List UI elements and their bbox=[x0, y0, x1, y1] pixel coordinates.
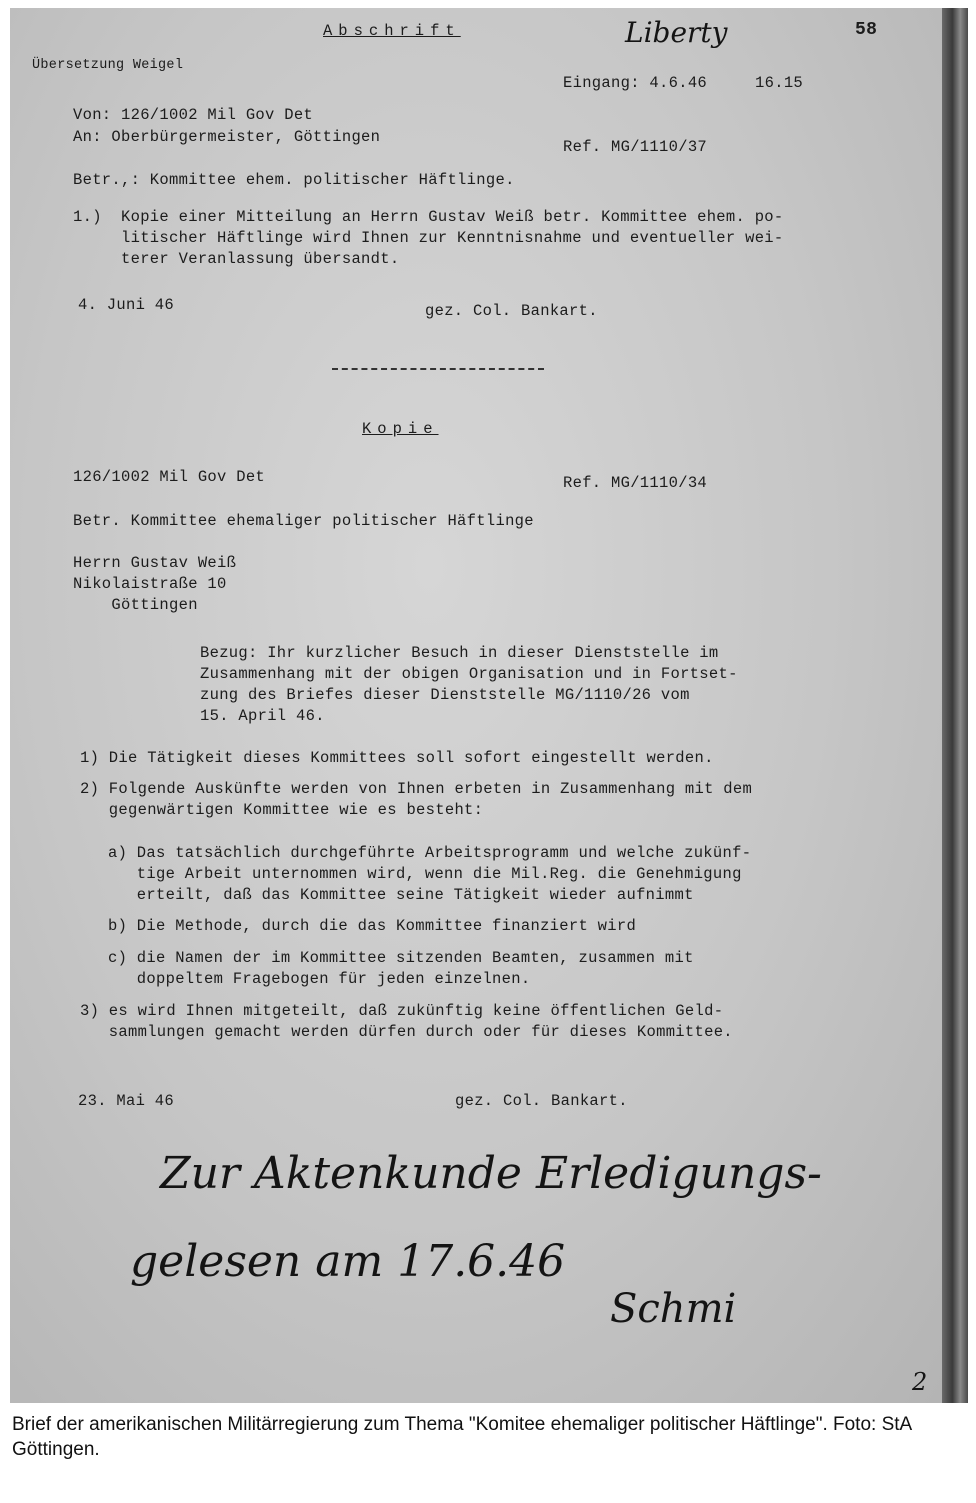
bezug-line: Zusammenhang mit der obigen Organisation und in Fortset- bbox=[200, 665, 738, 683]
document-photo bbox=[10, 8, 968, 1403]
handwritten-note-line: gelesen am 17.6.46 bbox=[130, 1236, 566, 1287]
handwritten-signature: Schmi bbox=[610, 1286, 737, 1332]
point-3-line: sammlungen gemacht werden dürfen durch oder für dieses Kommittee. bbox=[80, 1023, 733, 1041]
received-stamp: Eingang: 4.6.46 16.15 bbox=[563, 74, 804, 92]
handwritten-note-line: Zur Aktenkunde Erledigungs- bbox=[160, 1148, 822, 1199]
signature-1: gez. Col. Bankart. bbox=[425, 302, 598, 320]
bezug-line: zung des Briefes dieser Dienststelle MG/1110/26 vom bbox=[200, 686, 690, 704]
from-line: Von: 126/1002 Mil Gov Det bbox=[73, 106, 314, 124]
photo-caption: Brief der amerikanischen Militärregierung zum Thema "Komitee ehemaliger politischer Häftlinge". Foto: StA Göttingen. bbox=[12, 1414, 912, 1460]
bezug-line: Bezug: Ihr kurzlicher Besuch in dieser Dienststelle im bbox=[200, 644, 719, 662]
copy-heading: Kopie bbox=[362, 420, 439, 438]
addressee-line: Göttingen bbox=[73, 596, 198, 614]
signature-2: gez. Col. Bankart. bbox=[455, 1092, 628, 1110]
subject-1: Betr.,: Kommittee ehem. politischer Häftlinge. bbox=[73, 171, 515, 189]
addressee-line: Herrn Gustav Weiß bbox=[73, 554, 237, 572]
sub-a-line: tige Arbeit unternommen wird, wenn die Mil.Reg. die Genehmigung bbox=[108, 865, 742, 883]
sub-a-line: a) Das tatsächlich durchgeführte Arbeitsprogramm und welche zukünf- bbox=[108, 844, 752, 862]
sender-2: 126/1002 Mil Gov Det bbox=[73, 468, 266, 486]
binding-edge bbox=[942, 8, 968, 1403]
separator-line bbox=[332, 368, 544, 370]
item-1-line: litischer Häftlinge wird Ihnen zur Kenntnisnahme und eventueller wei- bbox=[73, 229, 784, 247]
addressee-line: Nikolaistraße 10 bbox=[73, 575, 227, 593]
date-1: 4. Juni 46 bbox=[78, 296, 175, 314]
point-2-line: 2) Folgende Auskünfte werden von Ihnen erbeten in Zusammenhang mit dem bbox=[80, 780, 753, 798]
sub-b: b) Die Methode, durch die das Kommittee finanziert wird bbox=[108, 917, 637, 935]
corner-mark: 2 bbox=[912, 1368, 928, 1396]
item-1-line: 1.) Kopie einer Mitteilung an Herrn Gustav Weiß betr. Kommittee ehem. po- bbox=[73, 208, 784, 226]
reference-2: Ref. MG/1110/34 bbox=[563, 474, 708, 492]
translator-note: Übersetzung Weigel bbox=[32, 58, 184, 73]
point-3-line: 3) es wird Ihnen mitgeteilt, daß zukünftig keine öffentlichen Geld- bbox=[80, 1002, 724, 1020]
subject-2: Betr. Kommittee ehemaliger politischer Häftlinge bbox=[73, 512, 534, 530]
item-1-line: terer Veranlassung übersandt. bbox=[73, 250, 400, 268]
sub-c-line: doppeltem Fragebogen für jeden einzelnen. bbox=[108, 970, 531, 988]
to-line: An: Oberbürgermeister, Göttingen bbox=[73, 128, 381, 146]
sub-a-line: erteilt, daß das Kommittee seine Tätigkeit wieder aufnimmt bbox=[108, 886, 694, 904]
reference-1: Ref. MG/1110/37 bbox=[563, 138, 708, 156]
date-2: 23. Mai 46 bbox=[78, 1092, 175, 1110]
header-title: Abschrift bbox=[323, 22, 461, 40]
handwritten-top: Liberty bbox=[625, 16, 728, 49]
paper-sheet bbox=[10, 8, 942, 1403]
bezug-line: 15. April 46. bbox=[200, 707, 325, 725]
sub-c-line: c) die Namen der im Kommittee sitzenden Beamten, zusammen mit bbox=[108, 949, 694, 967]
page-number: 58 bbox=[855, 20, 878, 40]
point-1: 1) Die Tätigkeit dieses Kommittees soll sofort eingestellt werden. bbox=[80, 749, 714, 767]
point-2-line: gegenwärtigen Kommittee wie es besteht: bbox=[80, 801, 484, 819]
